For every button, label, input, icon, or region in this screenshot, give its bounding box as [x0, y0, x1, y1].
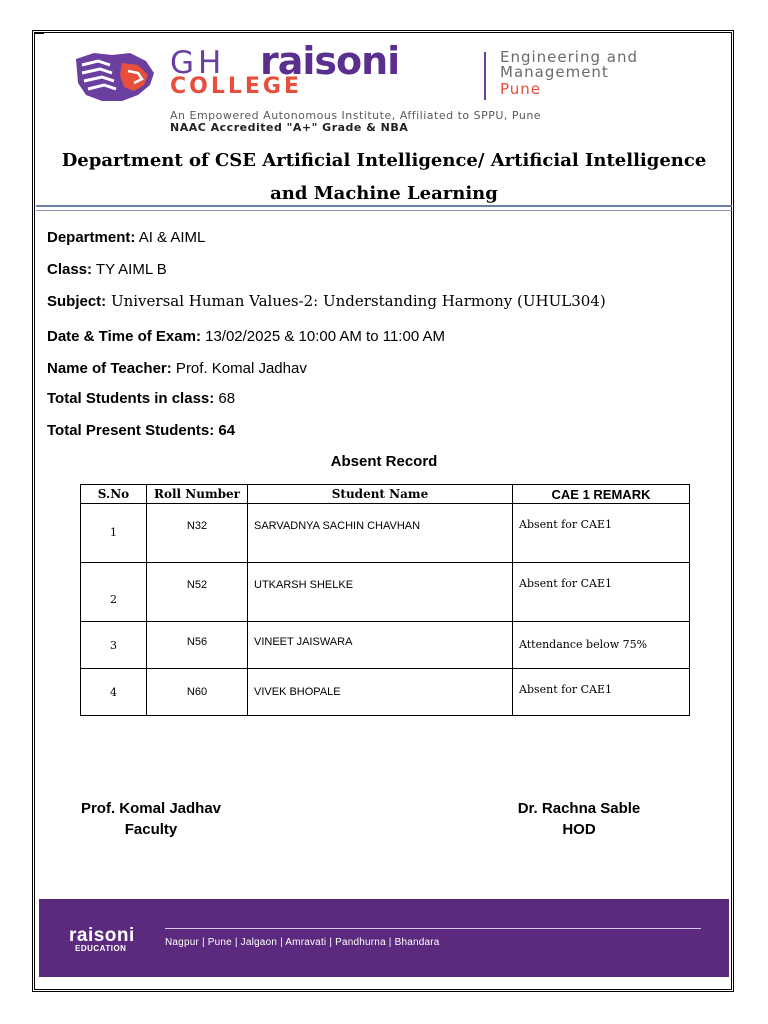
- footer-cities: Nagpur | Pune | Jalgaon | Amravati | Pandhurna | Bhandara: [165, 937, 440, 948]
- table-row: [81, 504, 690, 563]
- cell-sno: 1: [81, 504, 147, 563]
- logo-accreditation: NAAC Accredited "A+" Grade & NBA: [170, 121, 409, 134]
- department-title: Department of CSE Artificial Intelligence/ Artificial Intelligence and Machine Learning: [61, 150, 707, 204]
- column-header-student-name: Student Name: [248, 485, 513, 504]
- logo-side-line2: Management: [500, 63, 609, 81]
- table-row: [81, 622, 690, 669]
- exam-label: Date & Time of Exam:: [47, 328, 201, 345]
- cell-sno: 4: [81, 669, 147, 716]
- hod-signature-block: [500, 798, 658, 840]
- total-students-value: 68: [214, 390, 236, 407]
- cell-student-name: UTKARSH SHELKE: [248, 563, 513, 622]
- exam-value: 13/02/2025 & 10:00 AM to 11:00 AM: [200, 328, 446, 345]
- footer-brand: raisoni: [69, 925, 135, 946]
- total-students-label: Total Students in class:: [47, 390, 215, 407]
- logo-college-text: COLLEGE: [170, 74, 302, 99]
- logo-side-city: Pune: [500, 80, 542, 98]
- cell-roll: N32: [147, 504, 248, 563]
- class-label: Class:: [47, 261, 93, 278]
- hod-role: HOD: [562, 821, 596, 838]
- logo-side-text: [500, 50, 638, 80]
- subject-line: [47, 292, 606, 311]
- corner-mark: [34, 33, 44, 34]
- cell-roll: N56: [147, 622, 248, 669]
- logo-gh-text: GH: [170, 45, 226, 81]
- cell-student-name: VINEET JAISWARA: [248, 622, 513, 669]
- college-logo-header: [44, 40, 734, 140]
- present-students-value: 64: [214, 422, 236, 439]
- table-row: [81, 669, 690, 716]
- cell-remark: Absent for CAE1: [513, 504, 690, 563]
- table-header-row: [81, 485, 690, 504]
- teacher-label: Name of Teacher:: [47, 360, 172, 377]
- class-value: TY AIML B: [92, 261, 167, 278]
- cell-roll: N60: [147, 669, 248, 716]
- faculty-role: Faculty: [124, 821, 178, 838]
- column-header-remark: CAE 1 REMARK: [513, 485, 690, 504]
- cell-student-name: VIVEK BHOPALE: [248, 669, 513, 716]
- logo-divider: [484, 52, 486, 100]
- title-rule: [36, 205, 732, 207]
- department-line: [47, 229, 205, 247]
- absent-record-title: Absent Record: [330, 453, 438, 470]
- subject-label: Subject:: [47, 293, 107, 310]
- cell-student-name: SARVADNYA SACHIN CHAVHAN: [248, 504, 513, 563]
- faculty-signature-block: [66, 798, 236, 840]
- table-row: [81, 563, 690, 622]
- teacher-line: [47, 360, 307, 378]
- footer-banner: [39, 899, 729, 977]
- column-header-sno: S.No: [81, 485, 147, 504]
- lion-logo-icon: [72, 51, 158, 103]
- present-students-label: Total Present Students:: [47, 422, 215, 439]
- exam-line: [47, 328, 445, 346]
- department-value: AI & AIML: [135, 229, 206, 246]
- column-header-roll-number: Roll Number: [147, 485, 248, 504]
- cell-remark: Attendance below 75%: [513, 622, 690, 669]
- present-students-line: [47, 422, 235, 440]
- logo-raisoni-text: raisoni: [260, 39, 400, 83]
- hod-name: Dr. Rachna Sable: [517, 800, 641, 817]
- logo-side-line1: Engineering and: [500, 48, 638, 66]
- cell-remark: Absent for CAE1: [513, 563, 690, 622]
- cell-sno: 2: [81, 563, 147, 622]
- teacher-value: Prof. Komal Jadhav: [171, 360, 307, 377]
- cell-roll: N52: [147, 563, 248, 622]
- absent-record-table: [80, 484, 690, 716]
- footer-brand-sub: EDUCATION: [75, 944, 127, 953]
- cell-remark: Absent for CAE1: [513, 669, 690, 716]
- logo-tagline: An Empowered Autonomous Institute, Affiliated to SPPU, Pune: [170, 109, 542, 122]
- footer-divider: [165, 928, 701, 929]
- faculty-name: Prof. Komal Jadhav: [80, 800, 222, 817]
- department-label: Department:: [47, 229, 136, 246]
- cell-sno: 3: [81, 622, 147, 669]
- subject-value: Universal Human Values-2: Understanding Harmony (UHUL304): [106, 292, 606, 310]
- total-students-line: [47, 390, 235, 408]
- class-line: [47, 261, 167, 279]
- title-rule-thin: [36, 210, 732, 211]
